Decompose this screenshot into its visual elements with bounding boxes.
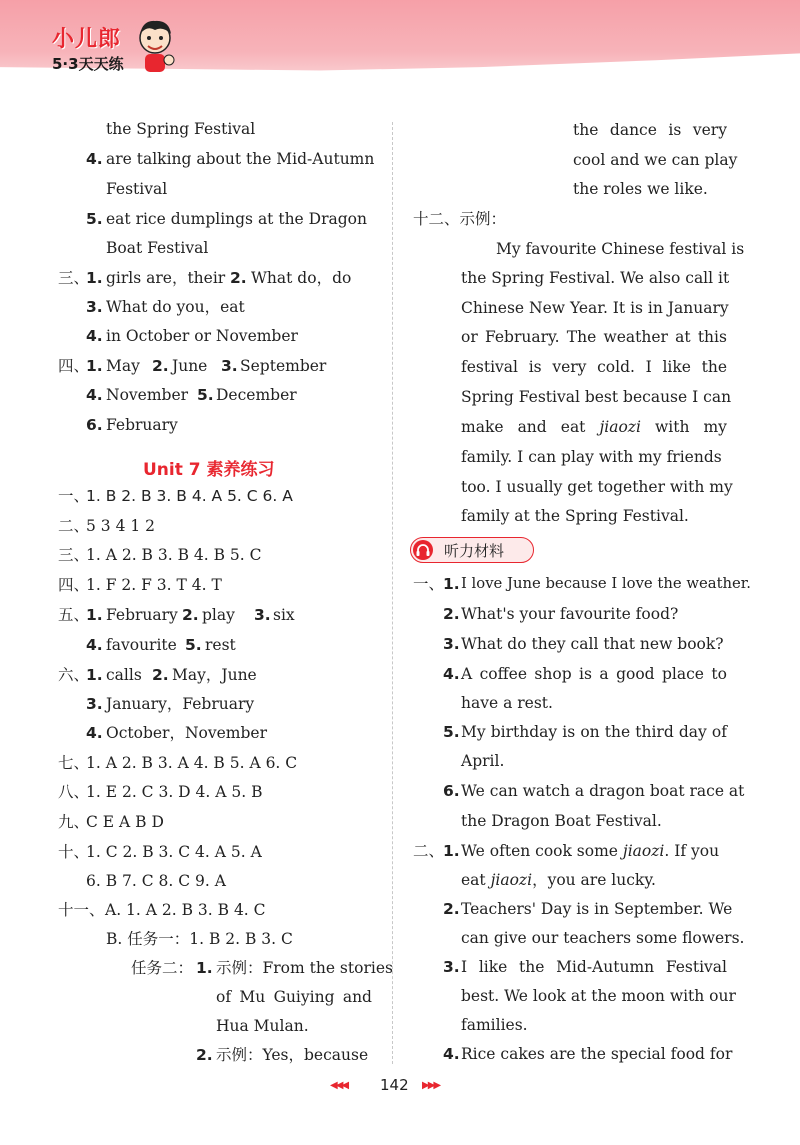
essay-line: the Spring Festival. We also call it: [461, 269, 730, 287]
transcript-line: best. We look at the moon with our: [461, 987, 736, 1005]
word: a: [599, 665, 609, 683]
answer-line: Hua Mulan.: [216, 1017, 309, 1035]
answer-line: Boat Festival: [106, 239, 209, 257]
essay-line: Spring Festival best because I can: [461, 388, 732, 406]
transcript-line: can give our teachers some flowers.: [461, 929, 745, 947]
section-label: 二、: [58, 517, 90, 535]
answer-line: cool and we can play: [573, 151, 738, 169]
answer-line: [573, 120, 727, 140]
answer-line: favourite: [106, 636, 177, 654]
item-number: 4.: [86, 724, 103, 742]
item-number: 5.: [443, 723, 460, 741]
answer-line: September: [240, 357, 327, 375]
item-number: 6.: [443, 782, 460, 800]
answer-line: 5 3 4 1 2: [86, 517, 156, 535]
word: the: [701, 358, 727, 376]
essay-line: [461, 417, 727, 437]
answer-line: October，November: [106, 724, 267, 742]
item-number: 5.: [197, 386, 214, 404]
item-number: 3.: [254, 606, 271, 624]
answer-line: February: [106, 606, 178, 624]
answer-line: 示例：Yes，because: [216, 1046, 369, 1064]
answer-line: Festival: [106, 180, 168, 198]
transcript-line: April.: [461, 752, 505, 770]
section-label: 九、: [58, 813, 90, 831]
word: the: [604, 723, 631, 741]
item-number: 1.: [86, 666, 103, 684]
answer-line: calls: [106, 666, 142, 684]
column-divider: [392, 122, 393, 1064]
item-number: 1.: [86, 606, 103, 624]
section-label: 四、: [58, 357, 90, 375]
answer-line: eat rice dumplings at the Dragon: [106, 210, 367, 228]
answer-line: 1. B 2. B 3. B 4. A 5. C 6. A: [86, 487, 293, 505]
item-number: 4.: [86, 386, 103, 404]
transcript-line: [461, 722, 727, 742]
item-number: 2.: [443, 900, 460, 918]
word: very: [692, 121, 727, 139]
answer-line: 1. F 2. F 3. T 4. T: [86, 576, 222, 594]
word: this: [697, 328, 727, 346]
unit-title: Unit 7 素养练习: [143, 460, 275, 480]
section-label: 三、: [58, 269, 90, 287]
word: Mu: [239, 988, 266, 1006]
answer-line: 6. B 7. C 8. C 9. A: [86, 872, 226, 890]
transcript-line: the Dragon Boat Festival.: [461, 812, 662, 830]
item-number: 2.: [152, 357, 169, 375]
transcript-line: Rice cakes are the special food for: [461, 1045, 733, 1063]
word: of: [711, 723, 727, 741]
answer-line: rest: [205, 636, 236, 654]
answer-line: in October or November: [106, 327, 298, 345]
word: eat: [560, 418, 586, 436]
word: festival: [461, 358, 519, 376]
word: with: [654, 418, 690, 436]
word: on: [580, 723, 600, 741]
word: is: [528, 358, 542, 376]
section-label: 七、: [58, 754, 90, 772]
section-label: 十一、: [58, 901, 105, 919]
answer-line: December: [216, 386, 297, 404]
item-number: 6.: [86, 416, 103, 434]
word: good: [616, 665, 655, 683]
section-label: 六、: [58, 666, 90, 684]
word: like: [662, 358, 691, 376]
answer-line: 1. C 2. B 3. C 4. A 5. A: [86, 843, 262, 861]
section-label: 一、: [58, 487, 90, 505]
word: Festival: [665, 958, 727, 976]
transcript-line: [461, 957, 727, 977]
transcript-line: Teachers' Day is in September. We: [461, 900, 733, 918]
word: place: [662, 665, 704, 683]
essay-line: My favourite Chinese festival is: [496, 240, 745, 258]
word: my: [703, 418, 727, 436]
essay-line: Chinese New Year. It is in January: [461, 299, 729, 317]
item-number: 3.: [86, 695, 103, 713]
answer-line: May，June: [172, 666, 257, 684]
word: Mid-Autumn: [556, 958, 655, 976]
answer-line: play: [202, 606, 235, 624]
section-label: 十、: [58, 843, 90, 861]
answer-line: 1. A 2. B 3. A 4. B 5. A 6. C: [86, 754, 298, 772]
item-number: 4.: [86, 327, 103, 345]
transcript-line: We can watch a dragon boat race at: [461, 782, 745, 800]
listening-material-tag: [410, 537, 534, 563]
transcript-line: [461, 664, 727, 684]
word: is: [562, 723, 576, 741]
word: like: [478, 958, 508, 976]
item-number: 1.: [196, 959, 213, 977]
word: dance: [609, 121, 657, 139]
boy-thumbs-up-icon: [133, 16, 177, 76]
answer-line: November: [106, 386, 189, 404]
word: make: [461, 418, 504, 436]
task-label: 任务二：: [131, 959, 194, 977]
answer-line: [216, 987, 372, 1007]
text-run: jiaozi: [622, 842, 665, 860]
left-arrows-icon: ◀◀◀: [330, 1080, 348, 1091]
brand-subtitle: 5·3天天练: [52, 55, 124, 73]
essay-line: family. I can play with my friends: [461, 448, 722, 466]
section-label: 八、: [58, 783, 90, 801]
answer-line: girls are，their: [106, 269, 226, 287]
item-number: 2.: [182, 606, 199, 624]
word: February.: [484, 328, 560, 346]
word: I: [645, 358, 652, 376]
brand-logo: [52, 22, 124, 74]
word: of: [216, 988, 232, 1006]
essay-line: [461, 357, 727, 377]
word: at: [675, 328, 691, 346]
word: and: [342, 988, 372, 1006]
answer-line: June: [172, 357, 208, 375]
answer-line: are talking about the Mid-Autumn: [106, 150, 375, 168]
item-number: 4.: [86, 150, 103, 168]
answer-line: C E A B D: [86, 813, 164, 831]
headphones-icon: [413, 540, 433, 560]
answer-line: A. 1. A 2. B 3. B 4. C: [105, 901, 266, 919]
transcript-line: What do they call that new book?: [461, 635, 724, 653]
word: shop: [534, 665, 572, 683]
item-number: 2.: [230, 269, 247, 287]
word: to: [711, 665, 727, 683]
transcript-line: families.: [461, 1016, 528, 1034]
transcript-line: have a rest.: [461, 694, 553, 712]
word: weather: [603, 328, 668, 346]
answer-line: May: [106, 357, 140, 375]
item-number: 4.: [86, 636, 103, 654]
section-label: 四、: [58, 576, 90, 594]
transcript-line: I love June because I love the weather.: [461, 575, 751, 592]
item-number: 1.: [86, 357, 103, 375]
page-footer: [330, 1076, 470, 1098]
word: is: [668, 121, 682, 139]
text-run: ，you are lucky.: [532, 871, 656, 889]
item-number: 3.: [443, 635, 460, 653]
text-run: jiaozi: [490, 871, 533, 889]
essay-line: family at the Spring Festival.: [461, 507, 689, 525]
text-run: We often cook some: [461, 842, 618, 860]
transcript-line: [461, 870, 656, 890]
item-number: 2.: [196, 1046, 213, 1064]
essay-line: too. I usually get together with my: [461, 478, 733, 496]
transcript-line: [461, 841, 719, 861]
word: jiaozi: [599, 418, 641, 436]
right-arrows-icon: ▶▶▶: [422, 1080, 440, 1091]
word: or: [461, 328, 478, 346]
item-number: 4.: [443, 1045, 460, 1063]
item-number: 1.: [86, 269, 103, 287]
word: birthday: [490, 723, 558, 741]
item-number: 1.: [443, 575, 460, 593]
answer-line: 示例：From the stories: [216, 959, 393, 977]
section-label: 五、: [58, 606, 90, 624]
section-label: 二、: [413, 842, 445, 860]
word: is: [579, 665, 592, 683]
answer-line: February: [106, 416, 178, 434]
answer-line: 1. A 2. B 3. B 4. B 5. C: [86, 546, 262, 564]
answer-line: January，February: [106, 695, 255, 713]
word: the: [518, 958, 545, 976]
item-number: 3.: [221, 357, 238, 375]
word: Guiying: [273, 988, 335, 1006]
answer-line: six: [273, 606, 295, 624]
essay-line: [461, 327, 727, 347]
page-number: 142: [380, 1076, 409, 1094]
item-number: 1.: [443, 842, 460, 860]
item-number: 3.: [443, 958, 460, 976]
answer-line: What do you，eat: [106, 298, 245, 316]
item-number: 2.: [443, 605, 460, 623]
item-number: 4.: [443, 665, 460, 683]
answer-line: 1. E 2. C 3. D 4. A 5. B: [86, 783, 263, 801]
word: The: [566, 328, 597, 346]
word: A: [461, 665, 473, 683]
brand-name: 小儿郎: [52, 27, 122, 52]
listening-material-label: 听力材料: [444, 542, 505, 560]
word: day: [678, 723, 707, 741]
word: third: [635, 723, 674, 741]
word: and: [517, 418, 547, 436]
word: cold.: [597, 358, 635, 376]
section-label: 三、: [58, 546, 90, 564]
word: coffee: [479, 665, 527, 683]
word: the: [573, 121, 599, 139]
answer-line: What do，do: [251, 269, 352, 287]
word: I: [461, 958, 468, 976]
item-number: 2.: [152, 666, 169, 684]
answer-line: B. 任务一：1. B 2. B 3. C: [106, 930, 293, 948]
item-number: 3.: [86, 298, 103, 316]
word: My: [461, 723, 486, 741]
answer-line: the Spring Festival: [106, 120, 256, 138]
text-run: . If you: [664, 842, 720, 860]
item-number: 5.: [86, 210, 103, 228]
section-label: 十二、示例：: [413, 210, 507, 228]
item-number: 5.: [185, 636, 202, 654]
word: very: [552, 358, 587, 376]
answer-line: the roles we like.: [573, 180, 708, 198]
text-run: eat: [461, 871, 486, 889]
transcript-line: What's your favourite food?: [461, 605, 679, 623]
section-label: 一、: [413, 575, 445, 593]
